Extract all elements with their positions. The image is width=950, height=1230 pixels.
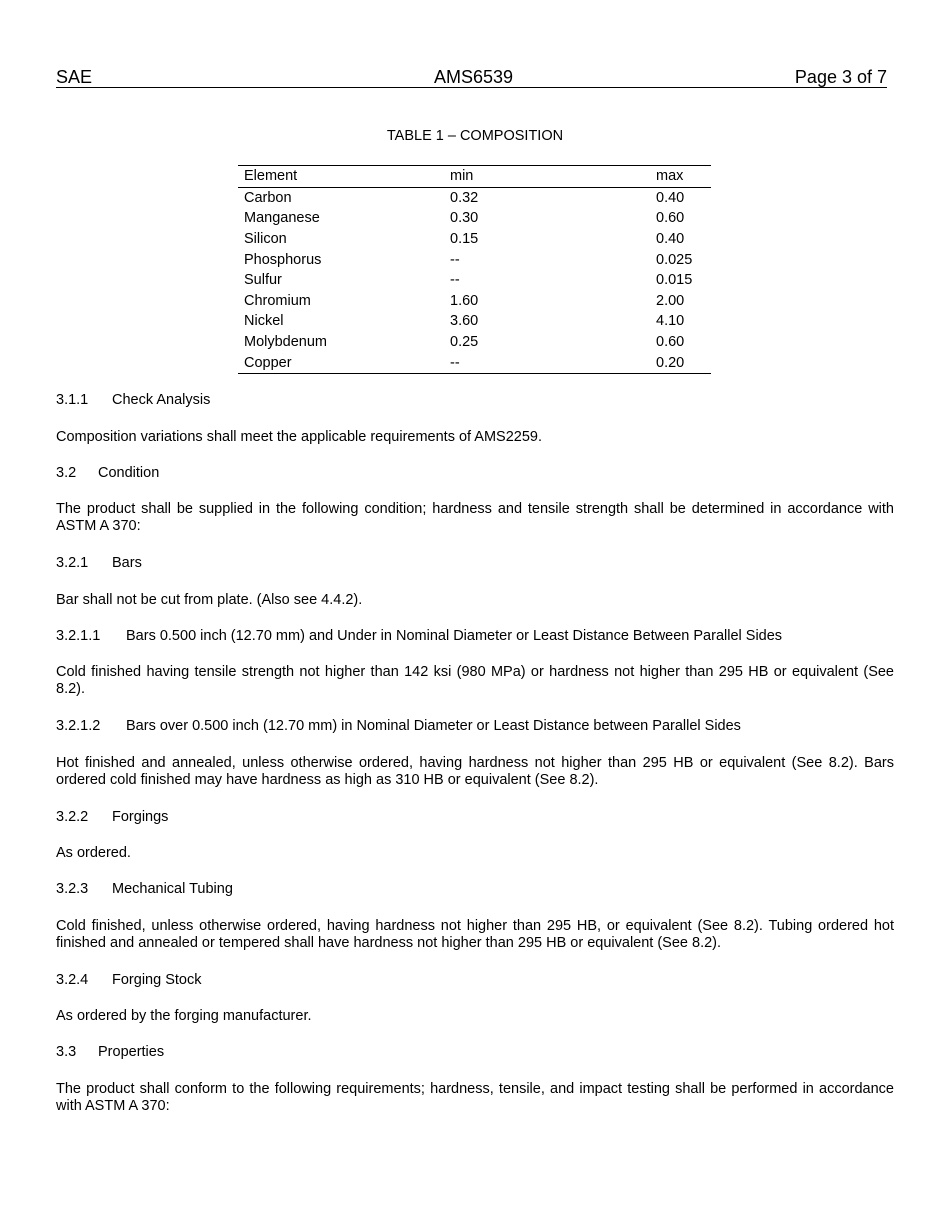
section-title: Bars 0.500 inch (12.70 mm) and Under in Nominal Diameter or Least Distance Between Parallel Sides	[126, 628, 783, 644]
cell-element: Manganese	[244, 210, 320, 227]
section-number: 3.2.2	[56, 809, 89, 825]
cell-element: Copper	[244, 354, 292, 371]
paragraph-3-2-4: As ordered by the forging manufacturer.	[56, 1008, 312, 1024]
section-title: Condition	[98, 465, 160, 481]
paragraph-3-2-1-2: Hot finished and annealed, unless otherwise ordered, having hardness not higher than 295 HB or equivalent (See 8.2). Bars ordered cold finished may have hardness as high as 310 HB or equivalent (See 8.2).	[56, 755, 894, 788]
cell-element: Molybdenum	[244, 334, 328, 351]
section-number: 3.2.1.1	[56, 628, 101, 644]
cell-max: 4.10	[656, 313, 685, 330]
column-header-max: max	[656, 168, 684, 185]
cell-max: 0.40	[656, 231, 685, 248]
cell-max: 0.60	[656, 210, 685, 227]
section-number: 3.2.4	[56, 972, 89, 988]
section-number: 3.2.3	[56, 881, 89, 897]
section-heading-3-2-2	[56, 809, 894, 826]
cell-min: --	[450, 251, 460, 268]
paragraph-3-2-1: Bar shall not be cut from plate. (Also see 4.4.2).	[56, 592, 363, 608]
cell-max: 0.60	[656, 334, 685, 351]
header-page-number: Page 3 of 7	[794, 67, 887, 87]
paragraph-3-3: The product shall conform to the following requirements; hardness, tensile, and impact testing shall be performed in accordance with ASTM A 370:	[56, 1081, 894, 1114]
cell-max: 0.015	[656, 272, 693, 289]
composition-table	[238, 165, 711, 374]
paragraph-3-2-1-1: Cold finished having tensile strength not higher than 142 ksi (980 MPa) or hardness not higher than 295 HB or equivalent (See 8.2).	[56, 664, 894, 697]
section-title: Bars	[112, 555, 142, 571]
column-header-min: min	[450, 168, 474, 185]
cell-min: 0.15	[450, 231, 479, 248]
cell-min: --	[450, 354, 460, 371]
table-row	[238, 249, 711, 270]
section-heading-3-2-1	[56, 555, 894, 572]
paragraph-3-1-1: Composition variations shall meet the applicable requirements of AMS2259.	[56, 429, 543, 445]
cell-element: Nickel	[244, 313, 284, 330]
section-title: Properties	[98, 1044, 165, 1060]
table-row	[238, 208, 711, 229]
paragraph-3-2-3: Cold finished, unless otherwise ordered, having hardness not higher than 295 HB, or equivalent (See 8.2). Tubing ordered hot finished and annealed or tempered shall have hardness not higher than 295 HB or equivalent (See 8.2).	[56, 918, 894, 951]
section-heading-3-2	[56, 465, 894, 482]
column-header-element: Element	[244, 168, 298, 185]
paragraph-3-2: The product shall be supplied in the following condition; hardness and tensile strength shall be determined in accordance with ASTM A 370:	[56, 501, 894, 534]
table-header-row	[238, 166, 711, 188]
table-row	[238, 291, 711, 312]
paragraph-3-2-2: As ordered.	[56, 845, 131, 861]
cell-element: Sulfur	[244, 272, 282, 289]
cell-element: Carbon	[244, 189, 292, 206]
section-heading-3-2-4	[56, 972, 894, 989]
cell-max: 0.025	[656, 251, 693, 268]
table-row	[238, 270, 711, 291]
cell-min: --	[450, 272, 460, 289]
section-number: 3.2.1	[56, 555, 89, 571]
table-row	[238, 187, 711, 208]
cell-element: Chromium	[244, 292, 311, 309]
section-number: 3.2.1.2	[56, 718, 101, 734]
section-title: Forgings	[112, 809, 169, 825]
section-number: 3.1.1	[56, 392, 89, 408]
section-title: Check Analysis	[112, 392, 211, 408]
cell-max: 2.00	[656, 292, 685, 309]
section-heading-3-2-1-1	[56, 628, 894, 645]
header-org: SAE	[56, 67, 93, 87]
section-number: 3.3	[56, 1044, 77, 1060]
table-row	[238, 229, 711, 250]
cell-min: 0.25	[450, 334, 479, 351]
section-title: Mechanical Tubing	[112, 881, 233, 897]
cell-max: 0.20	[656, 354, 685, 371]
cell-min: 0.30	[450, 210, 479, 227]
cell-max: 0.40	[656, 189, 685, 206]
table-row	[238, 311, 711, 332]
section-heading-3-2-3	[56, 881, 894, 898]
cell-element: Phosphorus	[244, 251, 322, 268]
cell-min: 1.60	[450, 292, 479, 309]
cell-min: 0.32	[450, 189, 479, 206]
table-caption: TABLE 1 – COMPOSITION	[386, 128, 564, 144]
section-title: Bars over 0.500 inch (12.70 mm) in Nominal Diameter or Least Distance between Parallel Sides	[126, 718, 741, 734]
section-heading-3-3	[56, 1044, 894, 1061]
section-number: 3.2	[56, 465, 77, 481]
section-heading-3-1-1	[56, 392, 894, 409]
cell-min: 3.60	[450, 313, 479, 330]
table-row	[238, 332, 711, 353]
section-title: Forging Stock	[112, 972, 202, 988]
table-row	[238, 352, 711, 373]
header-doc-number: AMS6539	[434, 67, 514, 87]
cell-element: Silicon	[244, 231, 287, 248]
section-heading-3-2-1-2	[56, 718, 894, 735]
page-header	[56, 67, 887, 88]
